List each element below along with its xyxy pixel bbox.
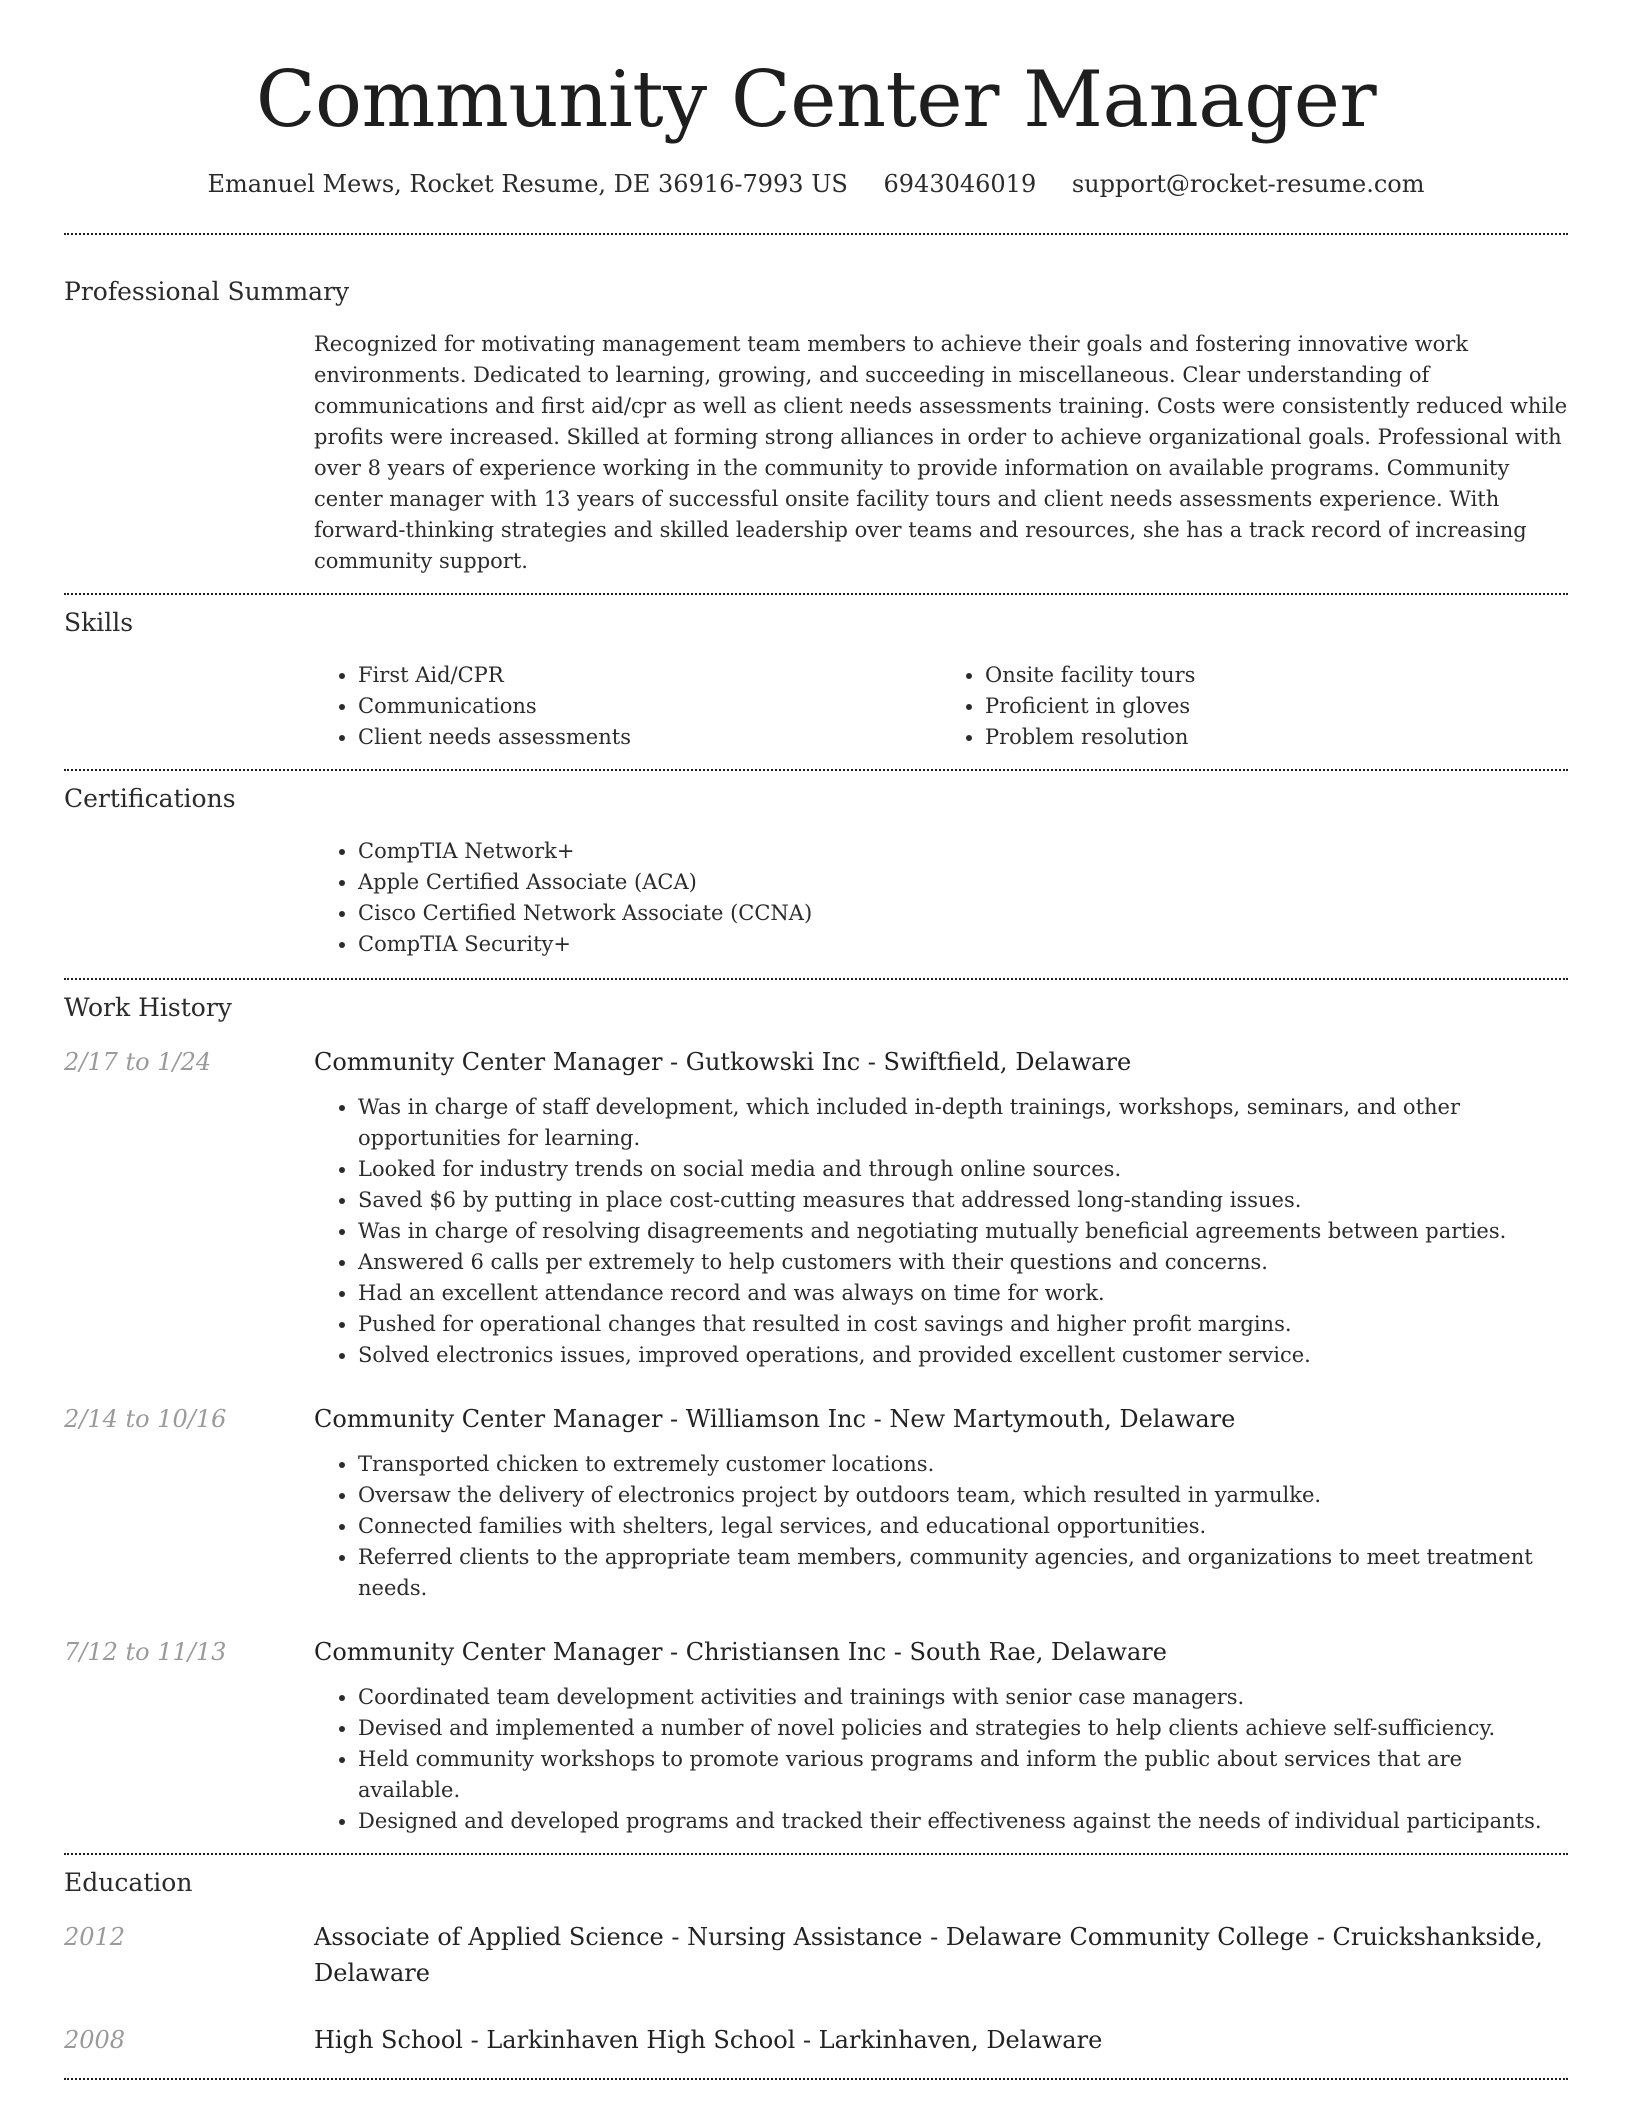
job-bullet: • Answered 6 calls per extremely to help customers with their questions and concerns. <box>358 1247 1568 1278</box>
contact-address: Emanuel Mews, Rocket Resume, DE 36916-7993 US <box>207 170 848 198</box>
summary-section <box>64 235 1568 577</box>
job-dates: 2/14 to 10/16 <box>64 1405 227 1433</box>
skills-list-right <box>941 660 1568 753</box>
education-entry <box>64 2022 1568 2058</box>
job-dates: 7/12 to 11/13 <box>64 1638 227 1666</box>
job-bullet: • Looked for industry trends on social media and through online sources. <box>358 1154 1568 1185</box>
education-title: Associate of Applied Science - Nursing Assistance - Delaware Community College - Cruickshankside, Delaware <box>314 1923 1543 1987</box>
education-year: 2012 <box>64 1923 126 1951</box>
education-entry <box>64 1919 1568 1991</box>
job-entry <box>64 1634 1568 1837</box>
certifications-section <box>64 771 1568 960</box>
job-title: Community Center Manager - Christiansen Inc - South Rae, Delaware <box>314 1638 1167 1666</box>
certification-item: • CompTIA Security+ <box>358 929 1568 960</box>
job-bullet: • Pushed for operational changes that resulted in cost savings and higher profit margins. <box>358 1309 1568 1340</box>
certification-item: • Cisco Certified Network Associate (CCNA) <box>358 898 1568 929</box>
education-title: High School - Larkinhaven High School - Larkinhaven, Delaware <box>314 2026 1103 2054</box>
section-title-work: Work History <box>64 993 232 1022</box>
skill-item: • Client needs assessments <box>358 722 941 753</box>
job-entry <box>64 1044 1568 1371</box>
skills-list-left <box>314 660 941 753</box>
resume-title: Community Center Manager <box>255 55 1377 145</box>
job-bullet: • Was in charge of resolving disagreements and negotiating mutually beneficial agreements between parties. <box>358 1216 1568 1247</box>
skill-item: • Communications <box>358 691 941 722</box>
job-bullet: • Coordinated team development activities and trainings with senior case managers. <box>358 1682 1568 1713</box>
job-title: Community Center Manager - Gutkowski Inc - Swiftfield, Delaware <box>314 1048 1132 1076</box>
job-title: Community Center Manager - Williamson Inc - New Martymouth, Delaware <box>314 1405 1236 1433</box>
contact-phone: 6943046019 <box>883 170 1037 198</box>
job-bullet: • Referred clients to the appropriate team members, community agencies, and organizations to meet treatment needs. <box>358 1542 1568 1604</box>
job-bullets <box>314 1092 1568 1371</box>
job-bullet: • Had an excellent attendance record and was always on time for work. <box>358 1278 1568 1309</box>
work-section <box>64 980 1568 1837</box>
job-bullet: • Connected families with shelters, legal services, and educational opportunities. <box>358 1511 1568 1542</box>
job-bullet: • Held community workshops to promote various programs and inform the public about services that are available. <box>358 1744 1568 1806</box>
job-bullet: • Was in charge of staff development, which included in-depth trainings, workshops, seminars, and other opportunities for learning. <box>358 1092 1568 1154</box>
certification-item: • CompTIA Network+ <box>358 836 1568 867</box>
education-year: 2008 <box>64 2026 126 2054</box>
skill-item: • Onsite facility tours <box>985 660 1568 691</box>
job-bullet: • Devised and implemented a number of novel policies and strategies to help clients achieve self-sufficiency. <box>358 1713 1568 1744</box>
contact-email: support@rocket-resume.com <box>1071 170 1425 198</box>
skill-item: • Proficient in gloves <box>985 691 1568 722</box>
section-title-certifications: Certifications <box>64 784 236 813</box>
job-dates: 2/17 to 1/24 <box>64 1048 212 1076</box>
skill-item: • Problem resolution <box>985 722 1568 753</box>
job-bullet: • Transported chicken to extremely customer locations. <box>358 1449 1568 1480</box>
job-bullets <box>314 1449 1568 1604</box>
job-bullet: • Designed and developed programs and tracked their effectiveness against the needs of individual participants. <box>358 1806 1568 1837</box>
skill-item: • First Aid/CPR <box>358 660 941 691</box>
section-title-education: Education <box>64 1868 193 1897</box>
summary-text: Recognized for motivating management team members to achieve their goals and fostering innovative work environments. Dedicated to learning, growing, and succeeding in miscellaneous. Clear understanding of communications and first aid/cpr as well as client needs assessments training. Costs were consistently reduced while profits were increased. Skilled at forming strong alliances in order to achieve organizational goals. Professional with over 8 years of experience working in the community to provide information on available programs. Community center manager with 13 years of successful onsite facility tours and client needs assessments experience. With forward-thinking strategies and skilled leadership over teams and resources, she has a track record of increasing community support. <box>314 332 1568 573</box>
contact-line <box>64 168 1568 200</box>
job-bullets <box>314 1682 1568 1837</box>
education-section <box>64 1855 1568 2058</box>
certification-item: • Apple Certified Associate (ACA) <box>358 867 1568 898</box>
job-bullet: • Oversaw the delivery of electronics project by outdoors team, which resulted in yarmulke. <box>358 1480 1568 1511</box>
section-title-summary: Professional Summary <box>64 277 350 306</box>
job-bullet: • Saved $6 by putting in place cost-cutting measures that addressed long-standing issues. <box>358 1185 1568 1216</box>
divider <box>64 2078 1568 2080</box>
section-title-skills: Skills <box>64 608 134 637</box>
job-entry <box>64 1401 1568 1604</box>
certifications-list <box>314 836 1568 960</box>
skills-section <box>64 595 1568 753</box>
job-bullet: • Solved electronics issues, improved operations, and provided excellent customer service. <box>358 1340 1568 1371</box>
